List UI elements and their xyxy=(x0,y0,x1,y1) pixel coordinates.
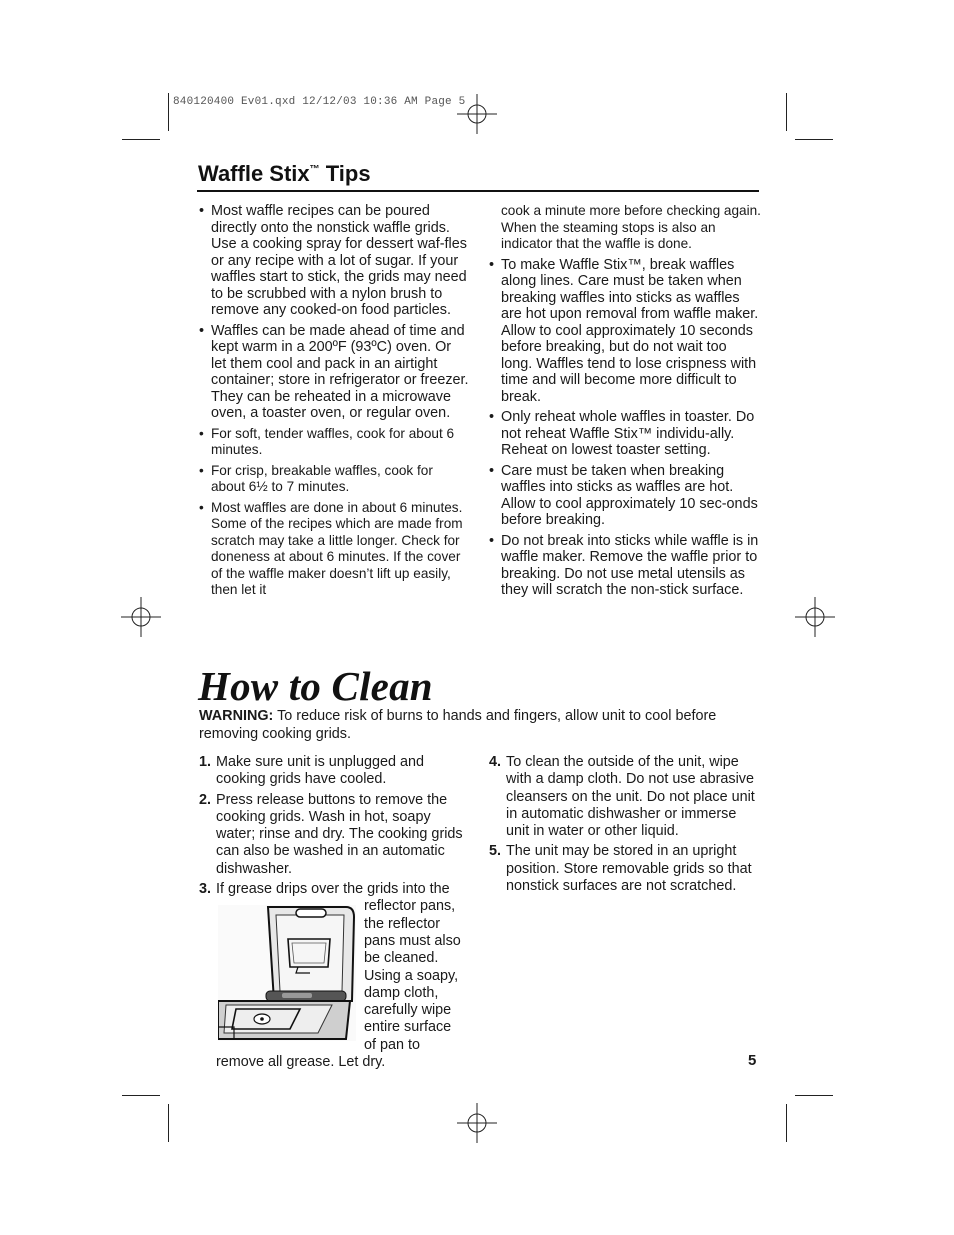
steps-column-right xyxy=(489,754,761,898)
page-number: 5 xyxy=(748,1052,757,1069)
crop-mark xyxy=(786,93,787,131)
trademark-symbol: ™ xyxy=(309,164,320,175)
heading-rule xyxy=(197,190,759,192)
registration-mark-icon xyxy=(121,597,161,637)
step-item: 2. Press release buttons to remove the cooking grids. Wash in hot, soapy water; rinse and dry. The cooking grids can also be washed in an automatic dishwasher. xyxy=(199,791,463,877)
crop-mark xyxy=(795,1095,833,1096)
tip-item: • For soft, tender waffles, cook for about 6 minutes. xyxy=(199,425,455,457)
tips-column-right xyxy=(489,203,761,603)
registration-mark-icon xyxy=(457,94,497,134)
tip-item: • Do not break into sticks while waffle is in waffle maker. Remove the waffle prior to breaking. Do not use metal utensils as they will scratch the non-stick surface. xyxy=(489,532,759,598)
tip-item-continued: cook a minute more before checking again. When the steaming stops is also an indicator that the waffle is done. xyxy=(501,203,761,251)
step-item: 1. Make sure unit is unplugged and cooking grids have cooled. xyxy=(199,754,425,788)
tip-item: • Most waffles are done in about 6 minutes. Some of the recipes which are made from scratch may take a little longer. Check for doneness at about 6 minutes. If the cover of the waffle maker doesn’t lift up easily, then let it xyxy=(199,499,463,597)
tips-heading: Waffle Stix™ Tips xyxy=(198,161,371,186)
tip-item: • For crisp, breakable waffles, cook for about 6½ to 7 minutes. xyxy=(199,462,433,494)
warning-label: WARNING: xyxy=(199,708,274,724)
warning-paragraph: WARNING: To reduce risk of burns to hands and fingers, allow unit to cool before removing cooking grids. xyxy=(199,708,717,742)
step-item: 4. To clean the outside of the unit, wipe with a damp cloth. Do not use abrasive cleansers on the unit. Do not place unit in automatic dishwasher or immerse unit in water or other liquid. xyxy=(489,754,755,840)
crop-mark xyxy=(168,1104,169,1142)
waffle-maker-illustration xyxy=(218,905,356,1041)
clean-heading: How to Clean xyxy=(198,663,433,709)
step-item: 5. The unit may be stored in an upright position. Store removable grids so that nonstick surfaces are not scratched. xyxy=(489,843,752,895)
tip-item: • Only reheat whole waffles in toaster. Do not reheat Waffle Stix™ individu-ally. Reheat on lowest toaster setting. xyxy=(489,409,755,458)
step-item: 3. If grease drips over the grids into the reflector pans, the reflector pans must also be cleaned. Using a soapy, damp cloth, carefully wipe entire surface of pan to remove all grease. Let dry. xyxy=(199,881,461,1071)
crop-mark xyxy=(168,93,169,131)
tip-item: • Most waffle recipes can be poured directly onto the nonstick waffle grids. Use a cooking spray for dessert waf-fles or any recipe with a lot of sugar. If your waffles start to stick, the grids may need to be scrubbed with a nylon brush to remove any cooked-on food particles. xyxy=(199,203,467,318)
tip-item: • Waffles can be made ahead of time and kept warm in a 200ºF (93ºC) oven. Or let them cool and pack in an airtight container; store in refrigerator or freezer. They can be reheated in a microwave oven, a toaster oven, or regular oven. xyxy=(199,322,469,421)
tips-column-left xyxy=(199,203,469,603)
print-slug: 840120400 Ev01.qxd 12/12/03 10:36 AM Page 5 xyxy=(173,96,466,108)
tip-item: • To make Waffle Stix™, break waffles along lines. Care must be taken when breaking waffles into sticks as waffles are hot upon removal from waffle maker. Allow to cool approximately 10 seconds before breaking, but do not wait too long. Waffles tend to lose crispness with time and will become more difficult to break. xyxy=(489,256,759,405)
registration-mark-icon xyxy=(795,597,835,637)
registration-mark-icon xyxy=(457,1103,497,1143)
crop-mark xyxy=(122,1095,160,1096)
tip-item: • Care must be taken when breaking waffles into sticks as waffles are hot. Allow to cool approximately 10 sec-onds before breaking. xyxy=(489,462,758,528)
crop-mark xyxy=(795,139,833,140)
crop-mark xyxy=(786,1104,787,1142)
crop-mark xyxy=(122,139,160,140)
